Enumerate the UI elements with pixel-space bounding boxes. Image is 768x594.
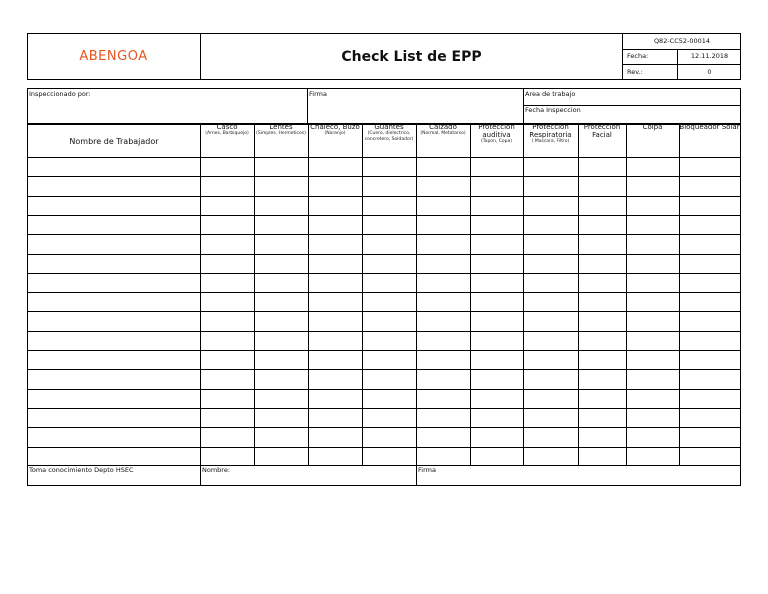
column-header-coipa: Coipa [642, 123, 663, 131]
column-divider [416, 123, 417, 465]
column-divider [200, 123, 201, 465]
footer-signature-label: Firma [418, 466, 436, 474]
table-row [28, 234, 740, 235]
title-cell [201, 33, 623, 80]
column-divider [626, 123, 627, 465]
column-divider [523, 123, 524, 465]
column-header-guantes: Guantes (Cuero, dielectrico, concretero, Soldador) [364, 123, 414, 142]
column-divider [362, 123, 363, 465]
rev-value: 0 [707, 68, 712, 77]
date-label: Fecha: [623, 49, 678, 65]
table-row [28, 447, 740, 448]
column-header-proteccion-respiratoria: Proteccion Respiratoria ( Mascara, Filtro) [529, 123, 572, 144]
column-divider [254, 123, 255, 465]
column-header-casco: Casco (Arnes, Barbiquejo) [205, 123, 249, 136]
column-header-chaleco: Chaleco, Buzo (Naranjo) [310, 123, 360, 136]
date-row [623, 49, 741, 65]
table-row [28, 215, 740, 216]
footer-name-label: Nombre: [202, 466, 231, 474]
table-row [28, 350, 740, 351]
rev-row [623, 64, 741, 80]
inspected-by-label: Inspeccionado por: [29, 90, 91, 98]
table-row [28, 157, 740, 158]
column-header-calzado: Calzado (Normal, Metatarso) [420, 123, 466, 136]
table-row [28, 254, 740, 255]
doc-code: Q82-CC52-00014 [653, 36, 711, 45]
table-row [28, 369, 740, 370]
table-row [28, 176, 740, 177]
column-divider [679, 123, 680, 465]
divider [200, 465, 201, 485]
column-divider [470, 123, 471, 465]
column-divider [308, 123, 309, 465]
page-title: Check List de EPP [341, 48, 482, 65]
column-header-lentes: Lentes (Simples, Hermeticos) [256, 123, 306, 136]
divider [523, 89, 524, 123]
column-divider [578, 123, 579, 465]
table-row [28, 408, 740, 409]
divider [307, 89, 308, 123]
column-header-proteccion-auditiva: Proteccion auditiva (Tapon, Copa) [478, 123, 515, 144]
table-row [28, 427, 740, 428]
divider [416, 465, 417, 485]
table-row [28, 273, 740, 274]
work-area-label: Area de trabajo [525, 90, 576, 98]
epp-checklist-table [27, 88, 741, 486]
table-row [28, 311, 740, 312]
column-header-bloqueador-solar: Bloqueador Solar [679, 123, 740, 131]
divider [28, 465, 740, 466]
inspection-date-label: Fecha Inspeccion [525, 106, 581, 114]
document-meta [623, 33, 741, 80]
table-row [28, 389, 740, 390]
date-value: 12.11.2018 [690, 52, 729, 61]
name-column-header: Nombre de Trabajador [69, 136, 159, 146]
signature-label: Firma [309, 90, 327, 98]
hsec-label: Toma conocimiento Depto HSEC [29, 466, 134, 474]
table-row [28, 331, 740, 332]
column-header-proteccion-facial: Proteccion Facial [583, 123, 621, 139]
table-row [28, 196, 740, 197]
table-row [28, 292, 740, 293]
logo-cell [27, 33, 201, 80]
company-logo: ABENGOA [79, 49, 148, 64]
rev-label: Rev.: [623, 64, 678, 80]
